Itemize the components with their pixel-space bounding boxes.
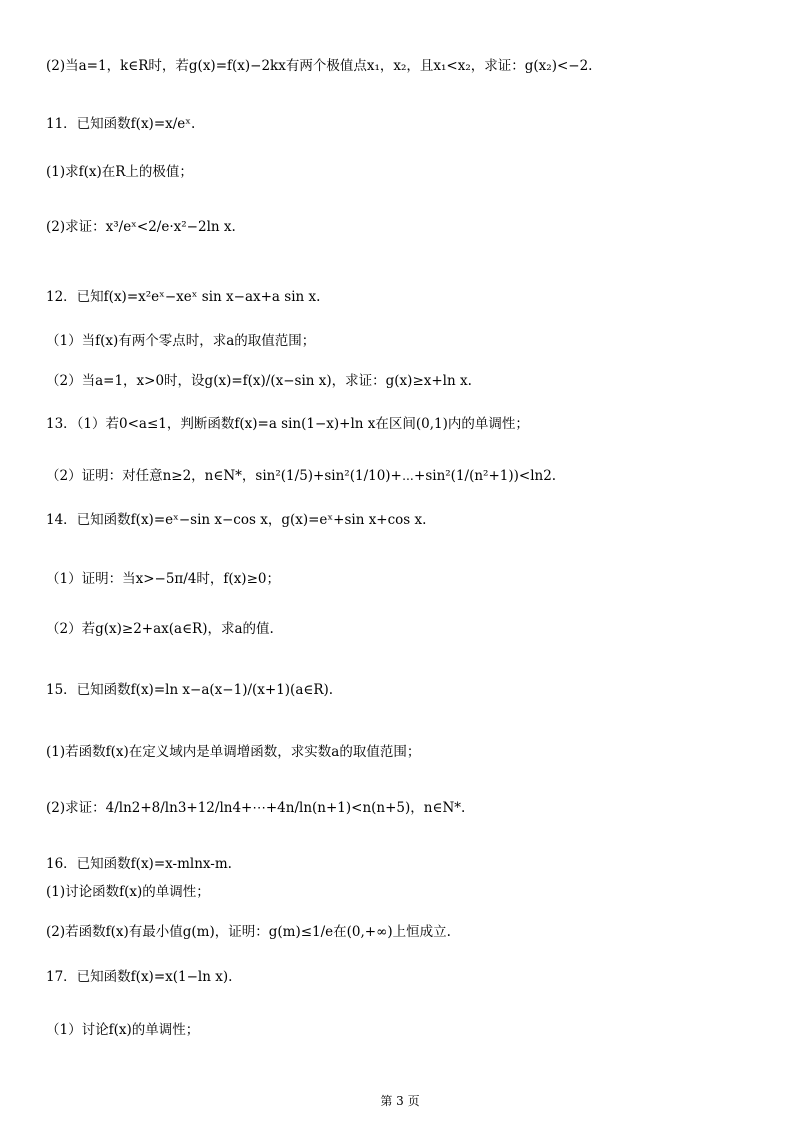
line-10: 14．已知函数f(x)=eˣ−sin x−cos x，g(x)=eˣ+sin x+cos x.	[46, 512, 427, 528]
line-16: 16．已知函数f(x)=x-mlnx-m.	[46, 856, 232, 872]
line-9: （2）证明：对任意n≥2，n∈N*，sin²(1/5)+sin²(1/10)+⋯+sin²(1/(n²+1))<ln2.	[46, 468, 557, 484]
line-5: 12．已知f(x)=x²eˣ−xeˣ sin x−ax+a sin x.	[46, 289, 321, 305]
line-3: (1)求f(x)在R上的极值；	[46, 164, 193, 180]
line-11: （1）证明：当x>−5π/4时，f(x)≥0；	[46, 571, 280, 587]
page-footer	[0, 1092, 800, 1109]
line-2: 11．已知函数f(x)=x/eˣ.	[46, 116, 196, 132]
line-19: 17．已知函数f(x)=x(1−ln x).	[46, 969, 233, 985]
page-number: 第 3 页	[380, 1094, 420, 1108]
line-20: （1）讨论f(x)的单调性；	[46, 1022, 200, 1038]
line-13: 15．已知函数f(x)=ln x−a(x−1)/(x+1)(a∈R).	[46, 682, 334, 698]
line-18: (2)若函数f(x)有最小值g(m)，证明：g(m)≤1/e在(0,+∞)上恒成立.	[46, 924, 451, 940]
line-4: (2)求证：x³/eˣ<2/e·x²−2ln x.	[46, 219, 236, 235]
line-17: (1)讨论函数f(x)的单调性；	[46, 884, 210, 900]
line-14: (1)若函数f(x)在定义域内是单调增函数，求实数a的取值范围；	[46, 744, 421, 760]
line-6: （1）当f(x)有两个零点时，求a的取值范围；	[46, 333, 316, 349]
line-7: （2）当a=1，x>0时，设g(x)=f(x)/(x−sin x)，求证：g(x)≥x+ln x.	[46, 373, 472, 389]
line-15: (2)求证：4/ln2+8/ln3+12/ln4+⋯+4n/ln(n+1)<n(n+5)，n∈N*.	[46, 800, 466, 816]
line-12: （2）若g(x)≥2+ax(a∈R)，求a的值.	[46, 621, 274, 637]
line-8: 13．（1）若0<a≤1，判断函数f(x)=a sin(1−x)+ln x在区间(0,1)内的单调性；	[46, 416, 529, 432]
line-1: (2)当a=1，k∈R时，若g(x)=f(x)−2kx有两个极值点x₁，x₂，且x₁<x₂，求证：g(x₂)<−2.	[46, 58, 593, 74]
